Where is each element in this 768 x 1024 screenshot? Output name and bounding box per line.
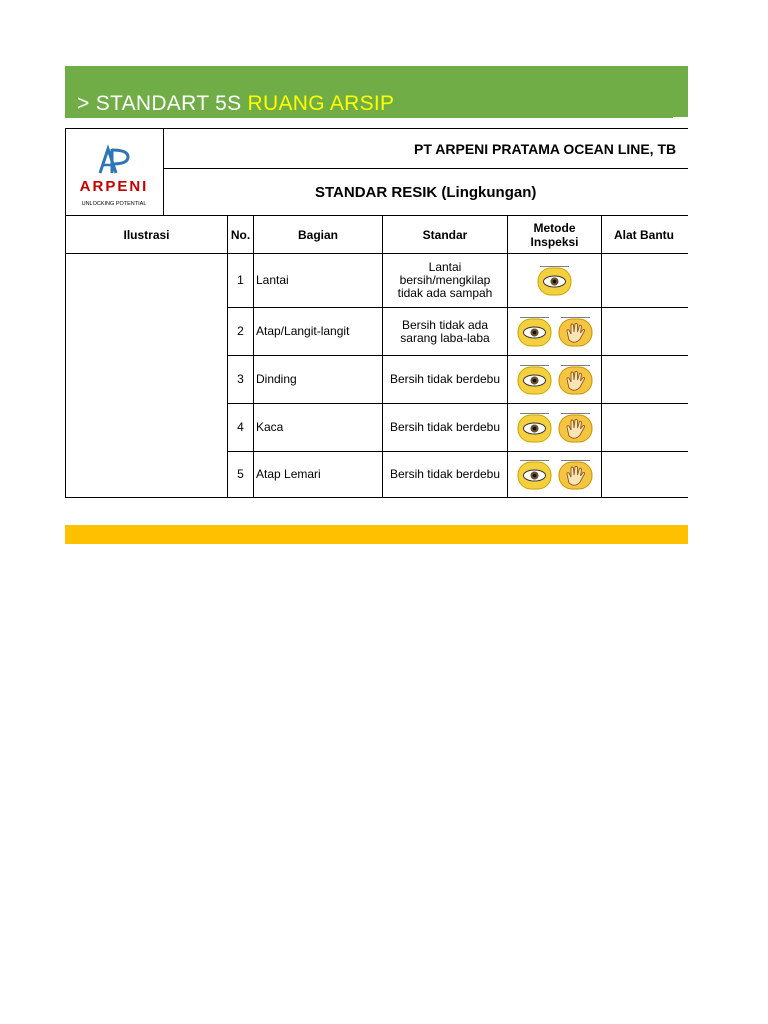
ap-monogram-icon	[100, 149, 128, 173]
banner-title	[77, 92, 394, 116]
section-title: STANDAR RESIK (Lingkungan)	[163, 168, 688, 216]
banner-title-prefix: > STANDART 5S	[77, 92, 248, 115]
row-standar: Bersih tidak ada sarang laba-laba	[382, 307, 508, 356]
row-no: 2	[227, 307, 254, 356]
header-ilustrasi: Ilustrasi	[65, 215, 228, 254]
row-alat-bantu	[601, 403, 688, 452]
eye-icon	[537, 265, 572, 296]
row-standar: Bersih tidak berdebu	[382, 451, 508, 498]
row-bagian: Kaca	[253, 403, 383, 452]
row-alat-bantu	[601, 253, 688, 308]
eye-icon	[517, 459, 552, 490]
header-standar: Standar	[382, 215, 508, 254]
hand-icon	[558, 364, 593, 395]
row-bagian: Atap/Langit-langit	[253, 307, 383, 356]
illustration-cell	[65, 253, 228, 498]
row-no: 5	[227, 451, 254, 498]
header-bagian: Bagian	[253, 215, 383, 254]
company-name: PT ARPENI PRATAMA OCEAN LINE, TB	[163, 128, 688, 169]
header-metode: Metode Inspeksi	[507, 215, 602, 254]
standard-sheet	[65, 128, 688, 498]
row-bagian: Dinding	[253, 355, 383, 404]
eye-icon	[517, 412, 552, 443]
banner-notch	[673, 117, 688, 119]
logo-cell	[65, 128, 164, 216]
row-standar: Bersih tidak berdebu	[382, 355, 508, 404]
row-metode	[507, 403, 602, 452]
row-metode	[507, 253, 602, 308]
eye-icon	[517, 364, 552, 395]
header-alat-bantu: Alat Bantu	[601, 215, 688, 254]
banner-title-highlight: RUANG ARSIP	[247, 92, 395, 115]
row-no: 3	[227, 355, 254, 404]
row-alat-bantu	[601, 307, 688, 356]
row-alat-bantu	[601, 451, 688, 498]
row-no: 1	[227, 253, 254, 308]
row-metode	[507, 451, 602, 498]
eye-icon	[517, 316, 552, 347]
row-metode	[507, 307, 602, 356]
logo-brand: ARPENI	[79, 178, 149, 195]
header-no: No.	[227, 215, 254, 254]
hand-icon	[558, 316, 593, 347]
row-standar: Lantai bersih/mengkilap tidak ada sampah	[382, 253, 508, 308]
row-metode	[507, 355, 602, 404]
title-banner	[65, 66, 688, 118]
row-bagian: Atap Lemari	[253, 451, 383, 498]
row-alat-bantu	[601, 355, 688, 404]
row-bagian: Lantai	[253, 253, 383, 308]
footer-bar	[65, 525, 688, 544]
hand-icon	[558, 412, 593, 443]
hand-icon	[558, 459, 593, 490]
row-no: 4	[227, 403, 254, 452]
row-standar: Bersih tidak berdebu	[382, 403, 508, 452]
logo-tagline: UNLOCKING POTENTIAL	[81, 201, 147, 207]
arpeni-logo	[66, 129, 163, 215]
